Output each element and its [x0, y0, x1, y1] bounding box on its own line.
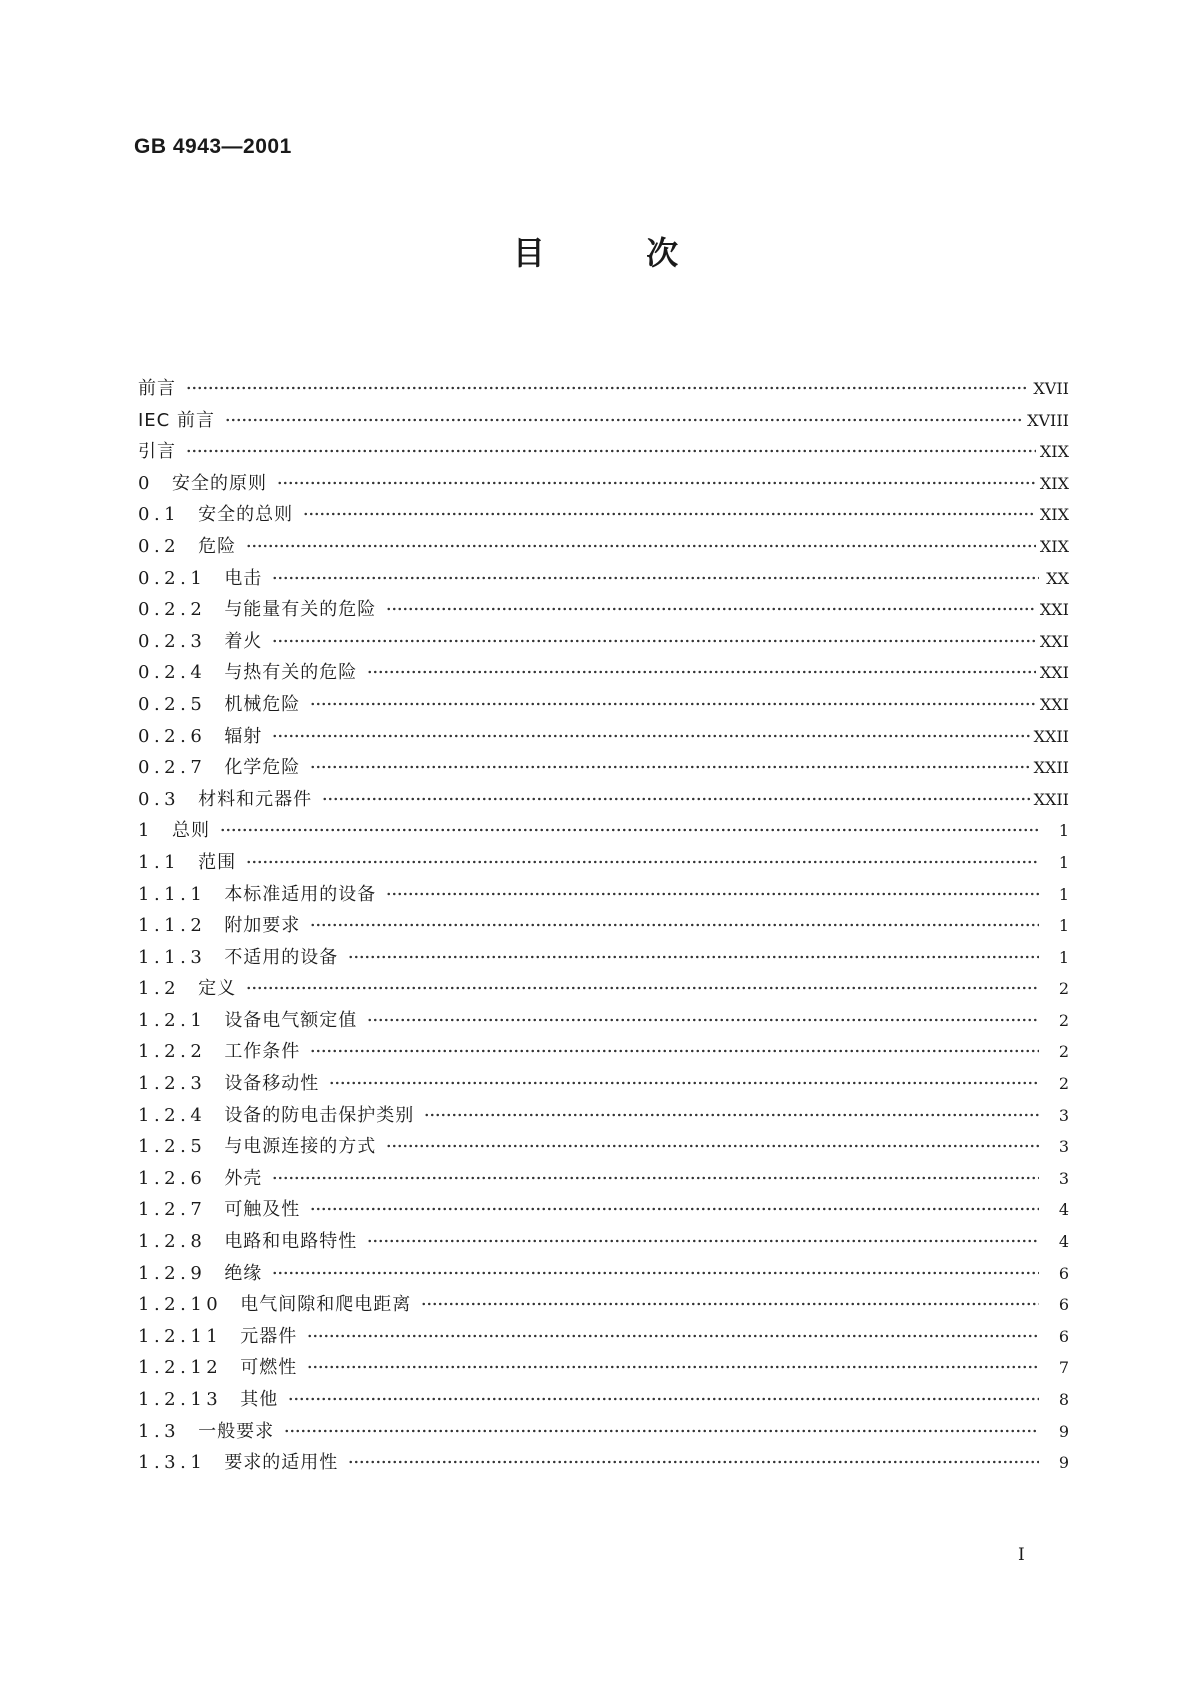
toc-entry[interactable]: [138, 1100, 1069, 1132]
toc-entry[interactable]: [138, 721, 1069, 753]
toc-entry-title: 总则: [171, 820, 210, 842]
toc-entry-number: 0.2.2: [138, 599, 207, 621]
toc-dot-leader: [310, 1047, 1039, 1055]
toc-entry-number: 0.2.3: [138, 630, 207, 652]
toc-entry-title: 本标准适用的设备: [224, 883, 377, 905]
toc-entry-title: 不适用的设备: [224, 946, 339, 968]
toc-entry-title: 设备电气额定值: [224, 1009, 358, 1031]
toc-entry[interactable]: [138, 847, 1069, 879]
toc-entry-page: XX: [1046, 568, 1069, 588]
toc-entry-number: 1.2.10: [138, 1294, 223, 1316]
toc-entry-page: XXII: [1033, 726, 1069, 746]
toc-entry[interactable]: [138, 373, 1069, 405]
toc-entry[interactable]: [138, 1289, 1069, 1321]
toc-entry-title: 引言: [138, 441, 176, 463]
toc-entry-page: 8: [1058, 1390, 1069, 1409]
toc-entry[interactable]: [138, 594, 1069, 626]
toc-entry[interactable]: [138, 1005, 1069, 1037]
toc-entry-number: 1.1.2: [138, 915, 207, 937]
toc-dot-leader: [386, 605, 1036, 613]
toc-entry[interactable]: [138, 1163, 1069, 1195]
toc-entry-number: 1.3.1: [138, 1452, 207, 1474]
toc-entry-title: 外壳: [224, 1167, 263, 1189]
toc-entry-number: 1.2.13: [138, 1389, 223, 1410]
toc-entry[interactable]: [138, 1036, 1069, 1068]
toc-entry-title: 与电源连接的方式: [224, 1136, 377, 1158]
toc-entry-page: 2: [1058, 1042, 1069, 1062]
toc-entry-title: 一般要求: [198, 1420, 275, 1442]
toc-entry-number: 1.3: [138, 1420, 181, 1442]
toc-entry-number: 1.2.1: [138, 1009, 207, 1031]
toc-entry-number: 1.2.3: [138, 1073, 207, 1095]
toc-entry[interactable]: [138, 1352, 1069, 1384]
document-id: GB 4943—2001: [134, 135, 292, 158]
toc-entry-page: 6: [1058, 1295, 1069, 1315]
toc-entry[interactable]: [138, 973, 1069, 1005]
toc-dot-leader: [310, 763, 1029, 771]
toc-entry-page: XVII: [1033, 379, 1069, 398]
toc-entry-page: 4: [1058, 1200, 1069, 1220]
toc-dot-leader: [186, 447, 1036, 455]
toc-dot-leader: [348, 953, 1039, 961]
toc-dot-leader: [307, 1332, 1039, 1340]
toc-entry[interactable]: [138, 1226, 1069, 1258]
toc-entry-page: 3: [1058, 1168, 1069, 1188]
toc-dot-leader: [367, 1237, 1039, 1245]
toc-entry-title: 范围: [198, 851, 237, 873]
toc-entry[interactable]: [138, 689, 1069, 721]
toc-entry[interactable]: [138, 563, 1069, 595]
toc-entry-page: XIX: [1039, 536, 1069, 556]
toc-entry-number: 1.2.5: [138, 1136, 207, 1158]
toc-entry-title: 前言: [138, 378, 176, 399]
toc-entry-page: 9: [1058, 1453, 1069, 1473]
toc-entry[interactable]: [138, 1447, 1069, 1479]
toc-entry-page: 2: [1058, 979, 1069, 999]
toc-entry-title: 设备移动性: [224, 1073, 320, 1095]
toc-dot-leader: [225, 416, 1023, 424]
toc-dot-leader: [322, 795, 1029, 803]
toc-entry-title: 其他: [240, 1389, 279, 1410]
toc-entry-number: 1.2.2: [138, 1041, 207, 1063]
toc-entry-title: 材料和元器件: [198, 788, 313, 810]
toc-entry-page: 3: [1058, 1105, 1069, 1125]
toc-entry-title: 与热有关的危险: [224, 662, 358, 684]
toc-entry-page: 1: [1058, 916, 1069, 936]
toc-entry-page: XXI: [1039, 694, 1069, 714]
toc-entry-number: 0: [138, 472, 154, 494]
toc-entry[interactable]: [138, 468, 1069, 500]
toc-entry-number: 0.2.5: [138, 693, 207, 715]
toc-entry-page: XXI: [1039, 663, 1069, 683]
toc-entry[interactable]: [138, 910, 1069, 942]
page-number: I: [1018, 1545, 1025, 1565]
toc-entry-number: 0.2.1: [138, 567, 207, 589]
page-title: 目 次: [512, 234, 679, 272]
toc-dot-leader: [272, 637, 1036, 645]
toc-dot-leader: [272, 1269, 1039, 1277]
toc-entry-page: 1: [1058, 947, 1069, 967]
toc-entry-number: 0.2.7: [138, 757, 207, 779]
toc-dot-leader: [367, 668, 1036, 676]
toc-entry-number: 1.2: [138, 978, 181, 1000]
toc-entry-title: 设备的防电击保护类别: [224, 1104, 415, 1126]
toc-entry[interactable]: [138, 1416, 1069, 1448]
toc-entry[interactable]: [138, 1131, 1069, 1163]
toc-entry[interactable]: [138, 942, 1069, 974]
toc-entry-number: 1.2.12: [138, 1357, 223, 1379]
toc-entry[interactable]: [138, 815, 1069, 847]
toc-entry-page: XIX: [1039, 505, 1069, 525]
toc-dot-leader: [272, 574, 1039, 582]
toc-entry[interactable]: [138, 784, 1069, 816]
toc-entry[interactable]: [138, 531, 1069, 563]
toc-entry-title: 与能量有关的危险: [224, 599, 377, 621]
toc-entry-number: 0.2.4: [138, 662, 207, 684]
toc-entry-title: 电击: [224, 567, 263, 589]
toc-entry-number: 0.1: [138, 504, 181, 526]
toc-entry-title: 定义: [198, 978, 237, 1000]
toc-dot-leader: [386, 1142, 1039, 1150]
toc-entry[interactable]: [138, 436, 1069, 468]
toc-entry-title: 危险: [198, 535, 237, 557]
toc-entry-page: 3: [1058, 1137, 1069, 1157]
toc-entry-number: 0.3: [138, 788, 181, 810]
toc-entry[interactable]: [138, 1258, 1069, 1290]
toc-entry-page: 6: [1058, 1263, 1069, 1283]
toc-entry[interactable]: [138, 657, 1069, 689]
toc-entry-number: 0.2.6: [138, 725, 207, 747]
toc-entry-title: 工作条件: [224, 1041, 301, 1063]
toc-dot-leader: [272, 1174, 1039, 1182]
toc-entry-number: 1.2.7: [138, 1199, 207, 1221]
toc-entry[interactable]: [138, 405, 1069, 437]
toc-entry[interactable]: [138, 1068, 1069, 1100]
toc-entry-page: 1: [1058, 884, 1069, 904]
toc-entry[interactable]: [138, 1321, 1069, 1353]
toc-dot-leader: [310, 921, 1039, 929]
toc-entry-number: 1.2.8: [138, 1231, 207, 1253]
toc-entry-title: 安全的原则: [171, 472, 267, 494]
toc-entry-title: 可燃性: [240, 1357, 298, 1379]
toc-dot-leader: [277, 479, 1036, 487]
toc-dot-leader: [348, 1458, 1039, 1466]
table-of-contents: [138, 373, 1069, 1479]
toc-entry[interactable]: [138, 626, 1069, 658]
toc-entry-page: XVIII: [1027, 410, 1069, 430]
toc-entry-title: 着火: [224, 630, 263, 652]
toc-entry-page: XXII: [1033, 758, 1069, 778]
toc-entry-title: 电气间隙和爬电距离: [240, 1294, 412, 1316]
toc-dot-leader: [421, 1300, 1039, 1308]
toc-entry-number: 1: [138, 820, 154, 842]
toc-entry-page: 7: [1058, 1358, 1069, 1378]
toc-dot-leader: [303, 510, 1036, 518]
toc-entry-page: XIX: [1039, 473, 1069, 493]
toc-entry-page: 9: [1058, 1421, 1069, 1441]
toc-dot-leader: [329, 1079, 1039, 1087]
toc-entry-title: 电路和电路特性: [224, 1231, 358, 1253]
toc-entry-number: 1.1: [138, 851, 181, 873]
toc-entry-page: 4: [1058, 1232, 1069, 1252]
toc-dot-leader: [186, 384, 1029, 392]
toc-dot-leader: [246, 984, 1039, 992]
toc-dot-leader: [307, 1363, 1039, 1371]
toc-dot-leader: [310, 700, 1036, 708]
toc-entry-page: XXII: [1033, 789, 1069, 809]
toc-entry-page: XXI: [1039, 600, 1069, 620]
toc-entry-number: 1.2.6: [138, 1167, 207, 1189]
toc-dot-leader: [272, 732, 1029, 740]
toc-entry-title: 化学危险: [224, 757, 301, 779]
toc-entry-page: XIX: [1039, 442, 1069, 462]
toc-entry-page: 1: [1058, 852, 1069, 872]
toc-dot-leader: [310, 1205, 1039, 1213]
toc-entry-page: 2: [1058, 1074, 1069, 1094]
toc-dot-leader: [367, 1016, 1039, 1024]
toc-entry[interactable]: [138, 1384, 1069, 1416]
toc-entry[interactable]: [138, 879, 1069, 911]
toc-entry-title: 元器件: [240, 1325, 298, 1347]
toc-entry[interactable]: [138, 1194, 1069, 1226]
toc-entry-page: 2: [1058, 1010, 1069, 1030]
toc-dot-leader: [288, 1395, 1039, 1403]
toc-entry-number: 1.2.4: [138, 1104, 207, 1126]
toc-entry[interactable]: [138, 752, 1069, 784]
toc-dot-leader: [386, 890, 1039, 898]
toc-entry-page: XXI: [1039, 631, 1069, 651]
toc-entry-page: 1: [1058, 821, 1069, 841]
toc-entry-number: 1.1.3: [138, 946, 207, 968]
toc-dot-leader: [424, 1111, 1039, 1119]
toc-entry-title: 要求的适用性: [224, 1452, 339, 1474]
toc-entry-page: 6: [1058, 1326, 1069, 1346]
toc-dot-leader: [246, 542, 1036, 550]
toc-entry-title: 辐射: [224, 725, 263, 747]
toc-entry-number: 1.2.9: [138, 1262, 207, 1284]
toc-entry-title: 安全的总则: [198, 504, 294, 526]
toc-entry-number: 1.2.11: [138, 1325, 223, 1347]
toc-entry-title: 机械危险: [224, 693, 301, 715]
toc-entry-number: 0.2: [138, 535, 181, 557]
toc-entry-title: IEC 前言: [138, 409, 215, 431]
toc-entry-title: 可触及性: [224, 1199, 301, 1221]
toc-dot-leader: [284, 1427, 1039, 1435]
toc-dot-leader: [220, 826, 1039, 834]
toc-dot-leader: [246, 858, 1039, 866]
toc-entry-title: 绝缘: [224, 1262, 263, 1284]
toc-entry-title: 附加要求: [224, 915, 301, 937]
toc-entry[interactable]: [138, 499, 1069, 531]
toc-entry-number: 1.1.1: [138, 883, 207, 905]
